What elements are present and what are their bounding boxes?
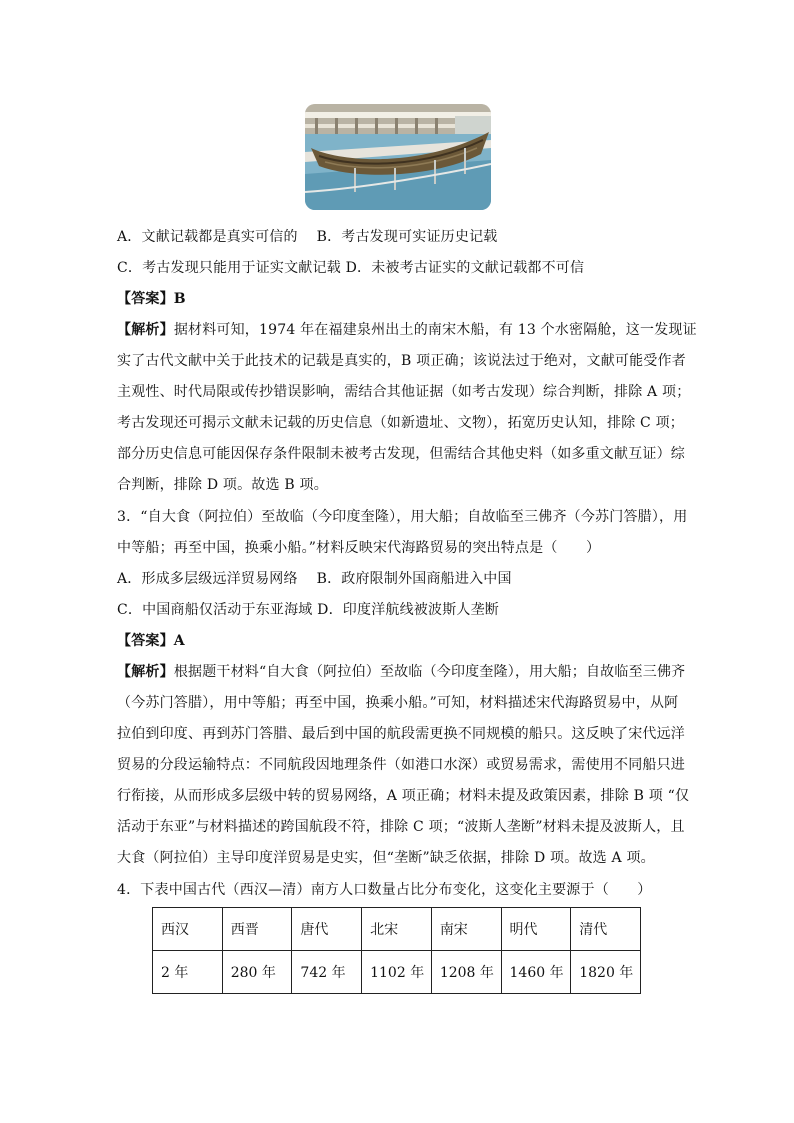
q2-analysis-line-2: 实了古代文献中关于此技术的记载是真实的，B 项正确；该说法过于绝对，文献可能受作者 (117, 353, 686, 369)
table-cell: 1102 年 (362, 951, 432, 994)
q3-options-cd (117, 600, 677, 620)
table-header-cell: 南宋 (431, 908, 501, 951)
q2-answer: 【答案】B (117, 291, 186, 307)
q2-analysis-line-4: 考古发现还可揭示文献未记载的历史信息（如新遗址、文物），拓宽历史认知，排除 C 项； (117, 415, 685, 431)
q3-answer: 【答案】A (117, 633, 185, 649)
q2-option-c: C．考古发现只能用于证实文献记载 (117, 260, 341, 276)
ancient-wooden-ship-image (305, 104, 491, 210)
q2-analysis-label: 【解析】 (117, 322, 174, 338)
table-header-cell: 唐代 (292, 908, 362, 951)
q3-option-b: B．政府限制外国商船进入中国 (316, 571, 512, 587)
table-row (153, 951, 641, 994)
q2-analysis-line-5: 部分历史信息可能因保存条件限制未被考古发现，但需结合其他史料（如多重文献互证）综 (117, 446, 685, 462)
q3-options-ab (117, 569, 677, 589)
q3-analysis-text: 根据题干材料“自大食（阿拉伯）至故临（今印度奎隆），用大船；自故临至三佛齐 (173, 664, 686, 680)
q2-options-cd (117, 258, 677, 278)
q2-analysis-text: 据材料可知，1974 年在福建泉州出土的南宋木船，有 13 个水密隔舱，这一发现证 (173, 322, 697, 338)
q3-option-d: D．印度洋航线被波斯人垄断 (317, 602, 499, 618)
table-header-cell: 明代 (501, 908, 571, 951)
q2-option-a: A．文献记载都是真实可信的 (117, 229, 298, 245)
population-era-table (152, 907, 641, 994)
q3-option-c: C．中国商船仅活动于东亚海域 (117, 602, 313, 618)
q2-option-b: B．考古发现可实证历史记载 (316, 229, 498, 245)
q3-analysis-line-4: 贸易的分段运输特点：不同航段因地理条件（如港口水深）或贸易需求，需使用不同船只进 (117, 757, 685, 773)
table-cell: 742 年 (292, 951, 362, 994)
q3-analysis-line-3: 拉伯到印度、再到苏门答腊、最后到中国的航段需更换不同规模的船只。这反映了宋代远洋 (117, 726, 685, 742)
q3-analysis-line-5: 行衔接，从而形成多层级中转的贸易网络，A 项正确；材料未提及政策因素，排除 B 项 “仅 (117, 788, 690, 804)
q3-stem-line-2: 中等船；再至中国，换乘小船。”材料反映宋代海路贸易的突出特点是（ ） (117, 540, 601, 556)
q3-analysis-line-6: 活动于东亚”与材料描述的跨国航段不符，排除 C 项；“波斯人垄断”材料未提及波斯人，且 (117, 819, 685, 835)
museum-ship-photo (305, 104, 491, 210)
q3-analysis-line-1 (117, 662, 686, 682)
table-cell: 2 年 (153, 951, 223, 994)
table-cell: 280 年 (222, 951, 292, 994)
table-cell: 1460 年 (501, 951, 571, 994)
table-header-cell: 清代 (571, 908, 641, 951)
q3-analysis-line-2: （今苏门答腊），用中等船；再至中国，换乘小船。”可知，材料描述宋代海路贸易中，从阿 (117, 695, 679, 711)
table-cell: 1820 年 (571, 951, 641, 994)
q3-stem-line-1: 3．“自大食（阿拉伯）至故临（今印度奎隆），用大船；自故临至三佛齐（今苏门答腊），用 (117, 509, 688, 525)
q2-analysis-line-3: 主观性、时代局限或传抄错误影响，需结合其他证据（如考古发现）综合判断，排除 A 项； (117, 384, 691, 400)
table-header-cell: 北宋 (362, 908, 432, 951)
table-header-row (153, 908, 641, 951)
table-header-cell: 西汉 (153, 908, 223, 951)
table-cell: 1208 年 (431, 951, 501, 994)
table-header-cell: 西晋 (222, 908, 292, 951)
q2-options-ab (117, 227, 677, 247)
q4-stem: 4．下表中国古代（西汉—清）南方人口数量占比分布变化，这变化主要源于（ ） (117, 882, 652, 898)
q2-analysis-line-6: 合判断，排除 D 项。故选 B 项。 (117, 477, 328, 493)
q3-analysis-line-7: 大食（阿拉伯）主导印度洋贸易是史实，但“垄断”缺乏依据，排除 D 项。故选 A 项。 (117, 850, 655, 866)
q2-option-d: D．未被考古证实的文献记载都不可信 (345, 260, 585, 276)
q3-analysis-label: 【解析】 (117, 664, 174, 680)
q3-option-a: A．形成多层级远洋贸易网络 (117, 571, 298, 587)
q2-analysis-line-1 (117, 320, 697, 340)
